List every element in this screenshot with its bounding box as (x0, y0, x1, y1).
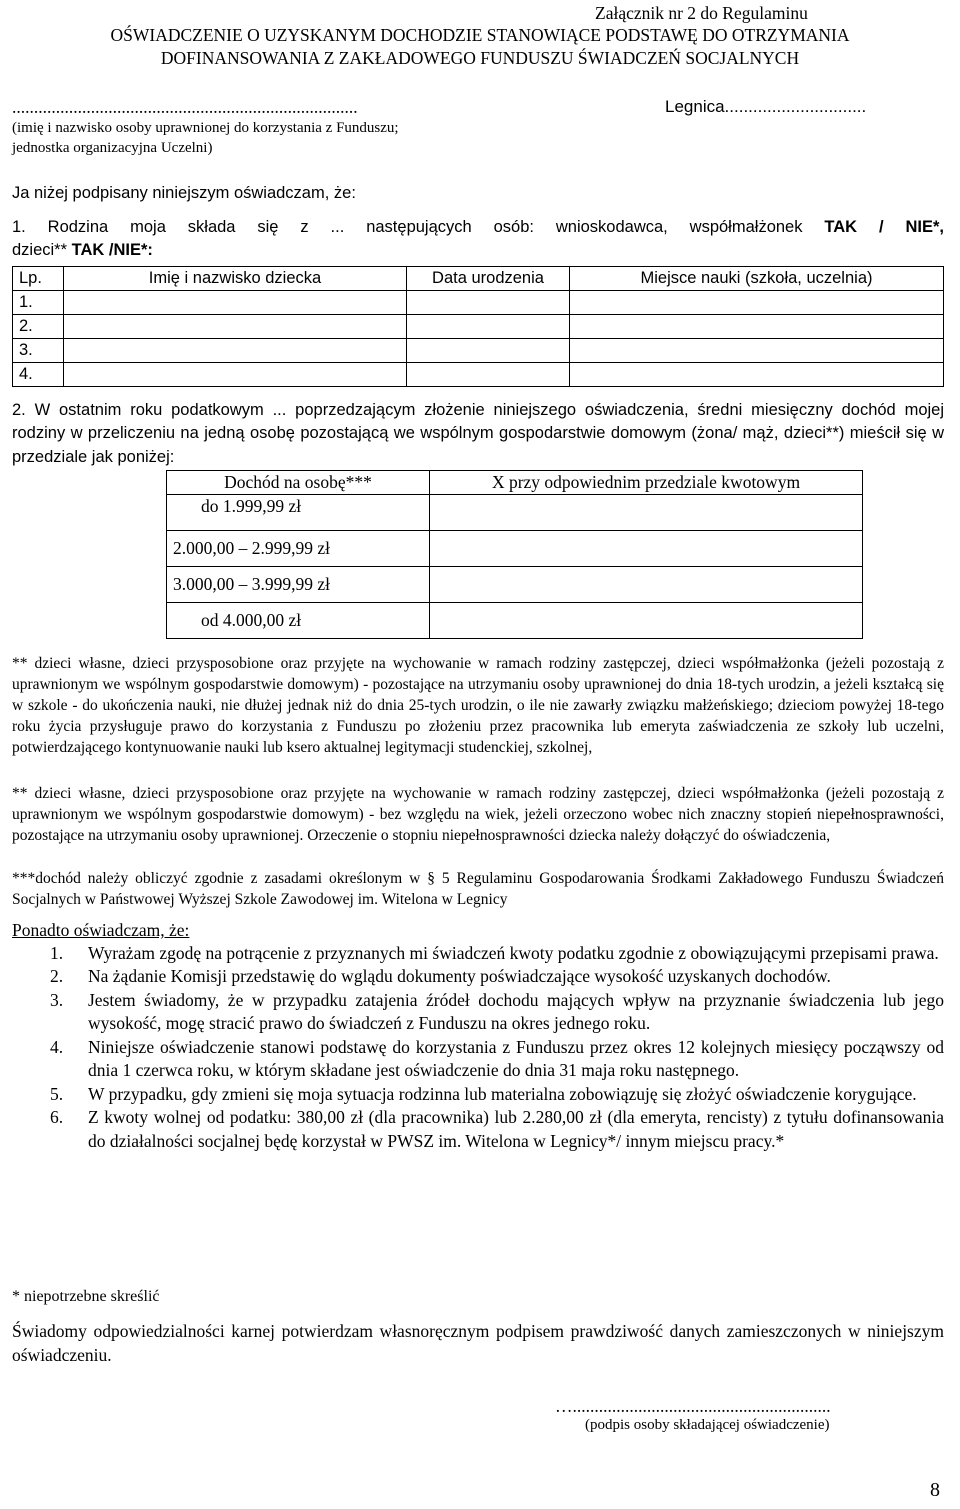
column-header: Lp. (13, 267, 64, 291)
footnote-income-rules: ***dochód należy obliczyć zgodnie z zasadami określonym w § 5 Regulaminu Gospodarowania Środkami Zakładowego Funduszu Świadczeń Socjalnych w Państwowej Wyższej Szkole Zawodowej im. Witelona w Legnicy (12, 870, 944, 909)
liability-statement: Świadomy odpowiedzialności karnej potwierdzam własnoręcznym podpisem prawdziwość danych zamieszczonych w niniejszym oświadczeniu. (12, 1321, 944, 1365)
page-number: 8 (930, 1479, 940, 1501)
declaration-list (12, 942, 944, 1153)
column-header: Imię i nazwisko dziecka (64, 267, 407, 291)
school-field[interactable] (570, 315, 944, 339)
table-row: 2. (13, 315, 944, 339)
table-header (13, 267, 944, 291)
birth-date-field[interactable] (407, 291, 570, 315)
column-header: Data urodzenia (407, 267, 570, 291)
birth-date-field[interactable] (407, 315, 570, 339)
table-row: do 1.999,99 zł (167, 495, 863, 531)
children-table (12, 266, 944, 387)
additional-heading: Ponadto oświadczam, że: (12, 920, 190, 940)
birth-date-field[interactable] (407, 363, 570, 387)
place-date: Legnica.............................. (665, 97, 867, 116)
school-field[interactable] (570, 339, 944, 363)
income-range-checkbox[interactable] (430, 567, 863, 603)
footnote-children: ** dzieci własne, dzieci przysposobione oraz przyjęte na wychowanie w ramach rodziny zastępczej, dzieci współmałżonka (jeżeli pozostają z uprawnionym we wspólnym gospodarstwie domowym) - pozostające na utrzymaniu osoby uprawnionej do dnia 18-tych urodzin, a jeżeli kształcą się w szkole - do ukończenia nauki, nie dłużej jednak niż do dnia 25-tych urodzin, o ile nie zawarły związku małżeńskiego; dzieciom powyżej 18-tego roku życia przysługuje prawo do korzystania z Funduszu po złożeniu przez pracownika lub emeryta zaświadczenia ze szkoły lub uczelni, potwierdzającego kontynuowanie nauki lub ksero aktualnej legitymacji studenckiej, szkolnej, (12, 655, 944, 757)
list-item: 2. Na żądanie Komisji przedstawię do wglądu dokumenty poświadczające wysokość uzyskanych dochodów. (50, 966, 831, 987)
table-row: od 4.000,00 zł (167, 603, 863, 639)
income-range-checkbox[interactable] (430, 495, 863, 531)
income-range-checkbox[interactable] (430, 603, 863, 639)
table-row: 2.000,00 – 2.999,99 zł (167, 531, 863, 567)
birth-date-field[interactable] (407, 339, 570, 363)
spouse-yes-no[interactable]: TAK / NIE*, (824, 218, 944, 236)
list-item: 1. Wyrażam zgodę na potrącenie z przyznanych mi świadczeń kwoty podatku zgodnie z obowiązującymi przepisami prawa. (50, 943, 939, 963)
footnote-strike: * niepotrzebne skreślić (12, 1288, 160, 1305)
title-line-2: DOFINANSOWANIA Z ZAKŁADOWEGO FUNDUSZU ŚWIADCZEŃ SOCJALNYCH (160, 48, 800, 69)
table-row: 3. (13, 339, 944, 363)
child-name-field[interactable] (64, 315, 407, 339)
signature-line[interactable]: …........................................................... (555, 1396, 831, 1416)
list-item: 6. Z kwoty wolnej od podatku: 380,00 zł (dla pracownika) lub 2.280,00 zł (dla emeryta, rencisty) z tytułu dofinansowania do działalności socjalnej będę korzystał w PWSZ im. Witelona w Legnicy*/ innym miejscu pracy.* (50, 1107, 944, 1151)
list-item: 3. Jestem świadomy, że w przypadku zatajenia źródeł dochodu mających wpływ na przyznanie świadczenia lub jego wysokość, mogę stracić prawo do świadczeń z Funduszu na okres jednego roku. (50, 989, 944, 1034)
intro-statement: Ja niżej podpisany niniejszym oświadczam, że: (12, 184, 356, 202)
column-header: X przy odpowiednim przedziale kwotowym (430, 471, 863, 495)
table-row: 4. (13, 363, 944, 387)
income-table (166, 470, 863, 639)
table-row: 1. (13, 291, 944, 315)
list-item: 5. W przypadku, gdy zmieni się moja sytuacja rodzinna lub materialna zobowiązuję się złożyć oświadczenie korygujące. (50, 1083, 917, 1104)
income-range-checkbox[interactable] (430, 531, 863, 567)
applicant-dots: ............................................................................... (12, 97, 358, 117)
income-statement: 2. W ostatnim roku podatkowym ... poprzedzającym złożenie niniejszego oświadczenia, średni miesięczny dochód mojej rodziny w przeliczeniu na jedną osobę pozostającą we wspólnym gospodarstwie domowym (żona/ mąż, dzieci**) mieścił się w przedziale jak poniżej: (12, 401, 944, 466)
table-header (167, 471, 863, 495)
school-field[interactable] (570, 363, 944, 387)
signature-label: (podpis osoby składającej oświadczenie) (585, 1417, 830, 1433)
column-header: Dochód na osobę*** (167, 471, 430, 495)
attachment-label: Załącznik nr 2 do Regulaminu (595, 3, 808, 23)
family-section: 1. Rodzina moja składa się z ... następujących osób: wnioskodawca, współmałżonek TAK / NIE*, dzieci** TAK /NIE*: (12, 218, 944, 260)
page-title (0, 24, 960, 71)
school-field[interactable] (570, 291, 944, 315)
list-item: 4. Niniejsze oświadczenie stanowi podstawę do korzystania z Funduszu przez okres 12 kolejnych miesięcy począwszy od dnia 1 czerwca roku, w którym składane jest oświadczenie do dnia 31 maja roku następnego. (50, 1036, 944, 1081)
title-line-1: OŚWIADCZENIE O UZYSKANYM DOCHODZIE STANOWIĄCE PODSTAWĘ DO OTRZYMANIA (110, 25, 850, 45)
child-name-field[interactable] (64, 291, 407, 315)
column-header: Miejsce nauki (szkoła, uczelnia) (570, 267, 944, 291)
child-name-field[interactable] (64, 363, 407, 387)
children-yes-no[interactable]: TAK /NIE*: (71, 241, 153, 260)
applicant-hint: (imię i nazwisko osoby uprawnionej do korzystania z Funduszu; jednostka organizacyjna Uczelni) (12, 120, 399, 156)
child-name-field[interactable] (64, 339, 407, 363)
table-row: 3.000,00 – 3.999,99 zł (167, 567, 863, 603)
footnote-disabled-children: ** dzieci własne, dzieci przysposobione oraz przyjęte na wychowanie w ramach rodziny zastępczej, dzieci współmałżonka (jeżeli pozostają z uprawnionym we wspólnym gospodarstwie domowym) - bez względu na wiek, jeżeli orzeczono wobec nich znaczny stopień niepełnosprawności, pozostające na utrzymaniu osoby uprawnionej. Orzeczenie o stopniu niepełnosprawności dziecka należy dołączyć do oświadczenia, (12, 785, 944, 845)
